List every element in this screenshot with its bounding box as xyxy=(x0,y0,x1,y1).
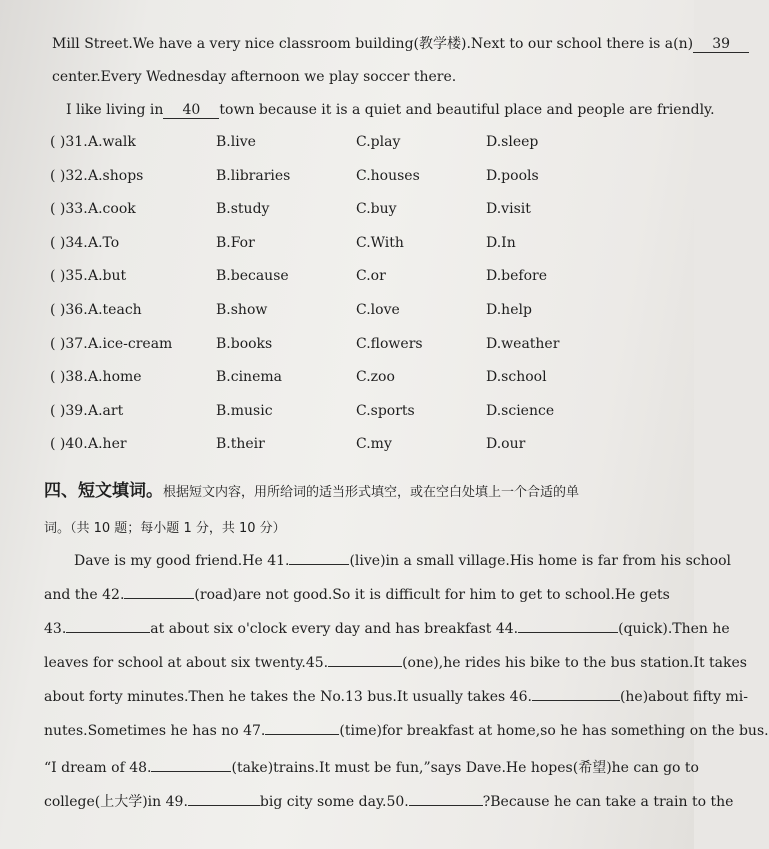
option-c: C.flowers xyxy=(356,335,423,352)
option-b: B.For xyxy=(216,234,255,251)
option-a: A.To xyxy=(88,234,120,251)
option-c: C.buy xyxy=(356,201,397,218)
question-number[interactable]: ( )35. xyxy=(50,268,88,285)
blank-47[interactable] xyxy=(265,734,339,735)
option-b: B.cinema xyxy=(216,369,282,386)
passage2-line-2: and the 42. (road)are not good.So it is difficult for him to get to school.He gets xyxy=(44,587,670,603)
option-d: D.help xyxy=(486,302,532,318)
passage2-line-7: “I dream of 48. (take)trains.It must be fun,”says Dave.He hopes(希望)he can go to xyxy=(44,760,699,776)
option-b: B.live xyxy=(216,134,256,150)
option-c: C.With xyxy=(356,234,404,251)
blank-45[interactable] xyxy=(328,666,402,667)
option-d: D.school xyxy=(486,369,547,386)
option-c: C.my xyxy=(356,436,392,453)
question-row xyxy=(0,302,694,322)
option-a: A.art xyxy=(88,402,124,419)
option-a: A.walk xyxy=(88,134,136,150)
option-a: A.teach xyxy=(88,302,142,318)
option-a: A.but xyxy=(88,268,127,285)
passage2-line-4: leaves for school at about six twenty.45. (one),he rides his bike to the bus station.It takes xyxy=(44,655,747,671)
option-c: C.love xyxy=(356,302,400,318)
passage-line-1: Mill Street.We have a very nice classroom building(教学楼).Next to our school there is a(n) 39 xyxy=(52,35,749,53)
option-a: A.ice-cream xyxy=(88,335,173,352)
passage2-line-3: 43. at about six o'clock every day and has breakfast 44. (quick).Then he xyxy=(44,621,730,637)
blank-43[interactable] xyxy=(66,632,150,633)
question-row xyxy=(0,268,694,288)
option-a: A.home xyxy=(88,369,142,386)
passage2-line-6: nutes.Sometimes he has no 47. (time)for breakfast at home,so he has something on the bus. xyxy=(44,723,769,739)
question-row xyxy=(0,134,694,154)
option-c: C.play xyxy=(356,134,401,150)
section-4-heading: 四、短文填词。根据短文内容，用所给词的适当形式填空，或在空白处填上一个合适的单 xyxy=(44,481,580,501)
section-4-instruction: 词。（共 10 题；每小题 1 分，共 10 分） xyxy=(44,521,286,536)
option-d: D.our xyxy=(486,436,526,453)
option-a: A.her xyxy=(88,436,127,453)
option-d: D.In xyxy=(486,234,516,251)
option-b: B.show xyxy=(216,302,268,318)
blank-44[interactable] xyxy=(518,632,618,633)
option-d: D.science xyxy=(486,402,555,419)
option-d: D.pools xyxy=(486,167,539,184)
question-number[interactable]: ( )39. xyxy=(50,402,88,419)
question-row xyxy=(0,369,694,389)
passage2-line-1: Dave is my good friend.He 41. (live)in a small village.His home is far from his school xyxy=(74,553,731,569)
option-c: C.houses xyxy=(356,167,420,184)
question-number[interactable]: ( )36. xyxy=(50,302,88,318)
question-row xyxy=(0,403,694,423)
option-b: B.music xyxy=(216,402,273,419)
question-number[interactable]: ( )34. xyxy=(50,234,88,251)
blank-48[interactable] xyxy=(151,771,231,772)
option-b: B.because xyxy=(216,268,289,285)
option-b: B.study xyxy=(216,201,270,218)
option-c: C.sports xyxy=(356,402,415,419)
option-b: B.libraries xyxy=(216,167,291,184)
blank-49[interactable] xyxy=(188,805,260,806)
option-d: D.weather xyxy=(486,335,560,352)
passage2-line-8: college(上大学)in 49. big city some day.50. ?Because he can take a train to the xyxy=(44,794,734,810)
option-d: D.visit xyxy=(486,201,531,218)
passage-line-3: I like living in 40 town because it is a quiet and beautiful place and people are friendly. xyxy=(66,102,715,118)
option-a: A.cook xyxy=(88,201,136,218)
blank-39[interactable]: 39 xyxy=(693,36,749,53)
blank-40[interactable]: 40 xyxy=(163,102,219,119)
option-a: A.shops xyxy=(88,167,144,184)
option-c: C.zoo xyxy=(356,369,395,386)
question-row xyxy=(0,436,694,456)
question-number[interactable]: ( )32. xyxy=(50,167,88,184)
question-number[interactable]: ( )33. xyxy=(50,201,88,218)
option-b: B.books xyxy=(216,335,273,352)
passage2-line-5: about forty minutes.Then he takes the No.13 bus.It usually takes 46. (he)about fifty mi- xyxy=(44,689,748,705)
question-row xyxy=(0,201,694,221)
question-row xyxy=(0,235,694,255)
passage-line-2: center.Every Wednesday afternoon we play soccer there. xyxy=(52,69,457,85)
question-row xyxy=(0,168,694,188)
option-c: C.or xyxy=(356,268,386,285)
blank-50[interactable] xyxy=(409,805,483,806)
question-number[interactable]: ( )40. xyxy=(50,436,88,453)
question-number[interactable]: ( )37. xyxy=(50,335,88,352)
question-number[interactable]: ( )31. xyxy=(50,134,88,150)
question-row xyxy=(0,336,694,356)
blank-41[interactable] xyxy=(289,564,349,565)
question-number[interactable]: ( )38. xyxy=(50,369,88,386)
option-d: D.before xyxy=(486,268,548,285)
option-b: B.their xyxy=(216,436,265,453)
option-d: D.sleep xyxy=(486,134,539,150)
blank-42[interactable] xyxy=(124,598,194,599)
blank-46[interactable] xyxy=(532,700,620,701)
